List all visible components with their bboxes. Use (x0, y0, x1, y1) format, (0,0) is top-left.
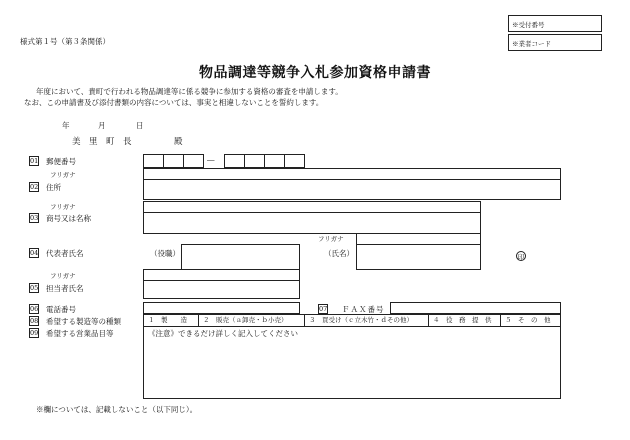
receipt-number-box[interactable] (508, 15, 602, 32)
seal-mark: 印 (517, 253, 525, 261)
date-day: 日 (136, 121, 144, 130)
fax-label: ＦＡＸ番号 (342, 305, 385, 314)
address-furigana-label: フリガナ (50, 171, 76, 179)
business-type-option-2[interactable]: ２ 販売（ａ卸売・ｂ小売） (198, 315, 304, 326)
business-type-option-5[interactable]: ５ そ の 他 (500, 315, 560, 326)
field-number-05: 05 (30, 284, 39, 292)
address-label: 住所 (46, 183, 61, 192)
field-number-07: 07 (319, 305, 328, 313)
field-number-04: 04 (30, 249, 39, 257)
contact-field[interactable] (143, 280, 300, 299)
representative-role-field[interactable] (181, 244, 300, 270)
postal-digit-1[interactable] (143, 154, 164, 168)
field-number-01: 01 (30, 157, 39, 165)
contact-label: 担当者氏名 (46, 284, 84, 293)
vendor-code-label: ※業者コード (512, 40, 551, 48)
postal-label: 郵便番号 (46, 157, 76, 166)
field-number-09: 09 (30, 329, 39, 337)
page-title: 物品調達等競争入札参加資格申請書 (199, 65, 431, 81)
postal-digit-3[interactable] (183, 154, 204, 168)
representative-furigana-label: フリガナ (318, 235, 344, 243)
postal-digit-7[interactable] (284, 154, 305, 168)
items-label: 希望する営業品目等 (46, 329, 114, 338)
form-number: 様式第１号（第３条関係） (20, 37, 110, 46)
postal-digit-6[interactable] (264, 154, 285, 168)
business-type-label: 希望する製造等の種類 (46, 317, 121, 326)
field-number-02: 02 (30, 183, 39, 191)
date-month: 月 (98, 121, 106, 130)
vendor-code-box[interactable] (508, 34, 602, 51)
representative-name-label: （氏名） (324, 249, 354, 258)
fax-field[interactable] (390, 302, 561, 314)
company-field[interactable] (143, 212, 481, 234)
representative-name-field[interactable] (356, 244, 481, 270)
representative-role-label: （役職） (150, 249, 180, 258)
field-number-03: 03 (30, 214, 39, 222)
date-year: 年 (62, 121, 70, 130)
postal-digit-5[interactable] (244, 154, 265, 168)
business-type-option-1[interactable]: １ 製 造 (148, 316, 187, 324)
field-number-08: 08 (30, 317, 39, 325)
company-label: 商号又は名称 (46, 214, 91, 223)
intro-line-1: 年度において、貴町で行われる物品調達等に係る競争に参加する資格の審査を申請します。 (36, 87, 343, 96)
phone-label: 電話番号 (46, 305, 76, 314)
addressee-town: 美 里 町 長 (72, 137, 132, 147)
addressee-honorific: 殿 (174, 137, 183, 147)
address-field[interactable] (143, 179, 561, 200)
postal-digit-4[interactable] (224, 154, 245, 168)
items-field[interactable] (143, 326, 561, 399)
intro-line-2: なお、この申請書及び添付書類の内容については、事実と相違しないことを誓約します。 (24, 98, 324, 107)
receipt-number-label: ※受付番号 (512, 21, 545, 29)
items-note: 《注意》できるだけ詳しく記入してください (148, 329, 298, 338)
field-number-06: 06 (30, 305, 39, 313)
postal-dash: ― (207, 155, 215, 164)
contact-furigana-label: フリガナ (50, 272, 76, 280)
business-type-option-4[interactable]: ４ 役 務 提 供 (428, 315, 500, 326)
phone-field[interactable] (143, 302, 300, 314)
footnote: ※欄については、記載しないこと（以下同じ）。 (36, 405, 198, 414)
company-furigana-label: フリガナ (50, 203, 76, 211)
representative-label: 代表者氏名 (46, 249, 84, 258)
business-type-option-3[interactable]: ３ 買受け（ｃ立木竹・ｄその他） (304, 315, 428, 326)
postal-digit-2[interactable] (163, 154, 184, 168)
